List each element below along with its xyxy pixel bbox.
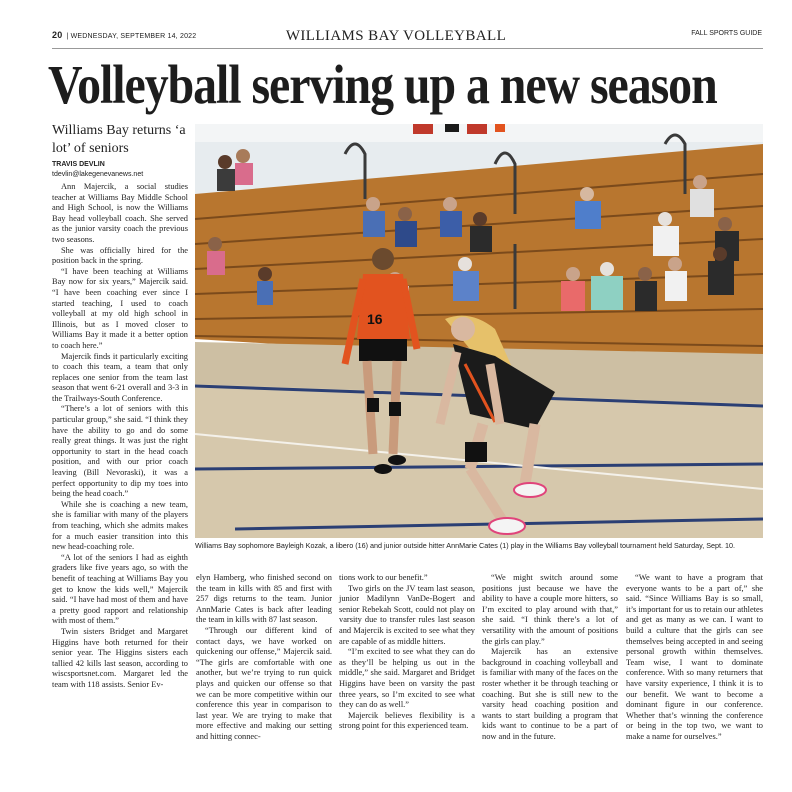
paragraph: She was officially hired for the position back in the spring. (52, 245, 188, 266)
paragraph: Two girls on the JV team last season, junior Madilynn VanDe-Bogert and senior Rebekah Scott, could not play on varsity due to transfer rules last season and Majercik is excited to see what they are capable of as middle hitters. (339, 583, 475, 646)
header-rule (52, 48, 763, 49)
jersey-number: 16 (367, 311, 383, 327)
paragraph: “I have been teaching at Williams Bay now for six years,” Majercik said. “I have been coaching ever since I started teaching, I used to coach volleyball at my old high school in Illinois, but as I moved closer to Williams Bay it made it a better option to coach here.” (52, 266, 188, 350)
guide-label: FALL SPORTS GUIDE (691, 30, 762, 37)
paragraph: While she is coaching a new team, she is familiar with many of the players from teaching, which she admits makes for a much easier transition into this new head-coaching role. (52, 499, 188, 552)
article-column-3 (339, 573, 475, 732)
paragraph: tions work to our benefit.” (339, 573, 428, 582)
subhead: Williams Bay returns ‘a lot’ of seniors (52, 123, 186, 156)
paragraph: “We might switch around some positions just because we have the ability to have a couple more hitters, so I’m excited to play around with that,” she said. “I think there’s a lot of versatility with the amount of positions the girls can play.” (482, 573, 618, 646)
volleyball-game-photo (195, 124, 763, 538)
photo-caption: Williams Bay sophomore Bayleigh Kozak, a libero (16) and junior outside hitter AnnMarie Cates (1) play in the Williams Bay volleyball tournament held Saturday, Sept. 10. (195, 541, 735, 550)
paragraph: “There’s a lot of seniors with this particular group,” she said. “I think they have the ability to go and do some really great things. It was just the right opportunity to start in the head coach position, and with our prior coach leaving (Bill Nevoraski), it was a perfect opportunity to dip my toes into being the head coach.” (52, 404, 188, 499)
section-title: WILLIAMS BAY VOLLEYBALL (285, 28, 507, 44)
paragraph: “I’m excited to see what they can do as they’ll be helping us out in the middle,” she said. Margaret and Bridget Higgins have been on varsity the past three years, so I’m excited to see what they can do as well.” (339, 647, 475, 710)
banner (413, 124, 433, 134)
paragraph: “We want to have a program that everyone wants to be a part of,” she said. “Since Williams Bay is so small, it’s important for us to retain our athletes and get as many as we can. I want to build a culture that the girls can see themselves being accepted in and seeing personal growth within themselves. Team wise, I want to dominate conference. With so many returners that have varsity experience, I think it is to our benefit. We want to become a dominant figure in our conference. Whether that’s winning the conference or being in the top two, we want to make a name for ourselves.” (626, 573, 763, 741)
article-column-1 (52, 182, 188, 691)
paragraph: Majercik believes flexibility is a strong point for this experienced team. (339, 710, 475, 731)
paragraph: Twin sisters Bridget and Margaret Higgins have both returned for their senior year. The Higgins sisters each tallied 42 kills last season, according to wiscsportsnet.com. Margaret led the team with 118 assists. Senior Ev- (52, 626, 188, 689)
paragraph: Ann Majercik, a social studies teacher at Williams Bay Middle School and High School, is now the Williams Bay head volleyball coach. She served as the junior varsity coach the previous two seasons. (52, 182, 188, 244)
page-folio: 20 | WEDNESDAY, SEPTEMBER 14, 2022 (52, 30, 197, 40)
article-column-5 (626, 573, 763, 743)
article-column-4 (482, 573, 618, 743)
article-column-2 (196, 573, 332, 743)
paragraph: “A lot of the seniors I had as eighth graders like five years ago, so with the benefit of teaching at Williams Bay you get to know the kids well,” Majercik said. “I have had most of them and have a pretty good rapport and relationship with most of them.” (52, 552, 188, 626)
paragraph: Majercik finds it particularly exciting to coach this team, a team that only replaces one senior from the team last season that went 6-21 overall and 3-3 in the Trailways-South Conference. (52, 351, 188, 403)
headline: Volleyball serving up a new season (48, 54, 717, 115)
paragraph: “Through our different kind of contact days, we have worked on quickening our offense,” Majercik said. “The girls are comfortable with one another, but we’re trying to run quick plays and quicken our offense so that we can be more competitive within our conference this year in comparison to last year. We are trying to make that more effective and making our setting and hitting connec- (196, 625, 332, 741)
paragraph: elyn Hamberg, who finished second on the team in kills with 85 and first with 257 digs returns to the team. Junior AnnMarie Cates is back after leading the team in kills with 87 last season. (196, 573, 332, 625)
byline-author: TRAVIS DEVLIN (52, 161, 105, 168)
byline-email: tdevlin@lakegenevanews.net (52, 171, 144, 178)
paragraph: Majercik has an extensive background in coaching volleyball and is familiar with many of the faces on the roster whether it be through teaching or coaching. But she is still new to the varsity head coaching position and wants to start building a program that kids want to continue to be a part of now and in the future. (482, 647, 618, 741)
issue-date: WEDNESDAY, SEPTEMBER 14, 2022 (70, 33, 197, 40)
page-number: 20 (52, 30, 63, 40)
article-photo (195, 124, 763, 538)
